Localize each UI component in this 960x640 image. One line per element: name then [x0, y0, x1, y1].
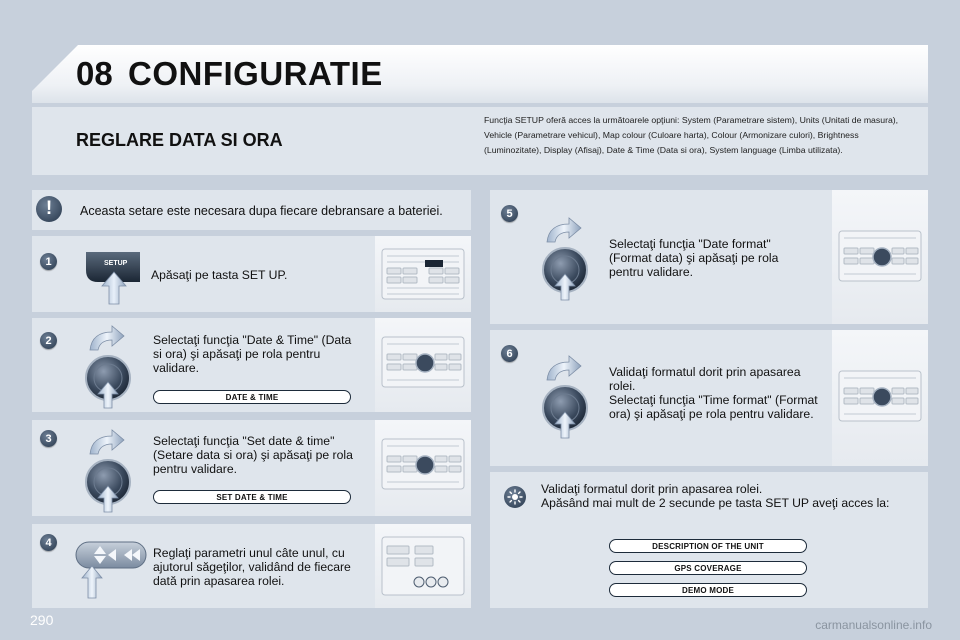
rotary-knob-icon: [534, 352, 600, 442]
section-title: REGLARE DATA SI ORA: [76, 130, 283, 150]
radio-console-icon: [381, 248, 465, 300]
lightbulb-icon: [504, 486, 526, 508]
rotary-knob-icon: [80, 426, 140, 516]
page-number: 290: [30, 612, 54, 628]
chapter-number: 08: [76, 55, 113, 92]
arrow-keys-icon: [70, 532, 150, 602]
set-date-and-time-option: SET DATE & TIME: [153, 490, 351, 504]
step-5-badge: 5: [501, 205, 518, 222]
radio-console-icon: [381, 536, 465, 596]
step-4-text: Reglaţi parametri unul câte unul, cu ajutorul săgeţilor, validând de fiecare dată prin apasarea rolei.: [153, 546, 351, 588]
step-6-badge: 6: [501, 345, 518, 362]
demo-mode-option: DEMO MODE: [609, 583, 807, 597]
setup-key-label: SETUP: [104, 260, 128, 267]
step-2-badge: 2: [40, 332, 57, 349]
warning-icon: !: [36, 196, 62, 222]
date-and-time-option: DATE & TIME: [153, 390, 351, 404]
warning-text: Aceasta setare este necesara dupa fiecare debransare a bateriei.: [80, 204, 443, 218]
step-1-badge: 1: [40, 253, 57, 270]
radio-console-icon: [838, 368, 922, 424]
step-3-badge: 3: [40, 430, 57, 447]
footer-watermark: carmanualsonline.info: [815, 618, 932, 632]
description-of-the-unit-option: DESCRIPTION OF THE UNIT: [609, 539, 807, 553]
step-5-text: Selectaţi funcţia "Date format" (Format data) şi apăsaţi pe rola pentru validare.: [609, 237, 779, 279]
step-1-text: Apăsaţi pe tasta SET UP.: [151, 268, 288, 282]
setup-intro-text: Funcţia SETUP oferă acces la următoarele opţiuni: System (Parametrare sistem), Units (Unitati de masura), Vehicle (Parametrare vehicul), Map colour (Culoare harta), Colour (Armonizare culori), Brightness (Luminozitate), Display (Afisaj), Date & Time (Data si ora), System language (Limba utilizata).: [484, 115, 899, 155]
setup-key-icon: [84, 250, 144, 306]
step-6-text: Validaţi formatul dorit prin apasarea rolei. Selectaţi funcţia "Time format" (Format ora) şi apăsaţi pe rola pentru validare.: [609, 365, 818, 421]
rotary-knob-icon: [80, 322, 140, 412]
step-4-badge: 4: [40, 534, 57, 551]
gps-coverage-option: GPS COVERAGE: [609, 561, 807, 575]
radio-console-icon: [381, 336, 465, 388]
rotary-knob-icon: [534, 214, 600, 304]
radio-console-icon: [838, 228, 922, 284]
lightbulb-glyph: [507, 489, 523, 505]
step-2-text: Selectaţi funcţia "Date & Time" (Data si ora) şi apăsaţi pe rola pentru validare.: [153, 333, 352, 375]
radio-console-icon: [381, 438, 465, 490]
chapter-title: CONFIGURATIE: [128, 55, 383, 92]
tip-text: Validaţi formatul dorit prin apasarea rolei. Apăsând mai mult de 2 secunde pe tasta SET UP aveţi acces la:: [541, 482, 890, 510]
step-3-text: Selectaţi funcţia "Set date & time" (Setare data si ora) şi apăsaţi pe rola pentru validare.: [153, 434, 353, 476]
